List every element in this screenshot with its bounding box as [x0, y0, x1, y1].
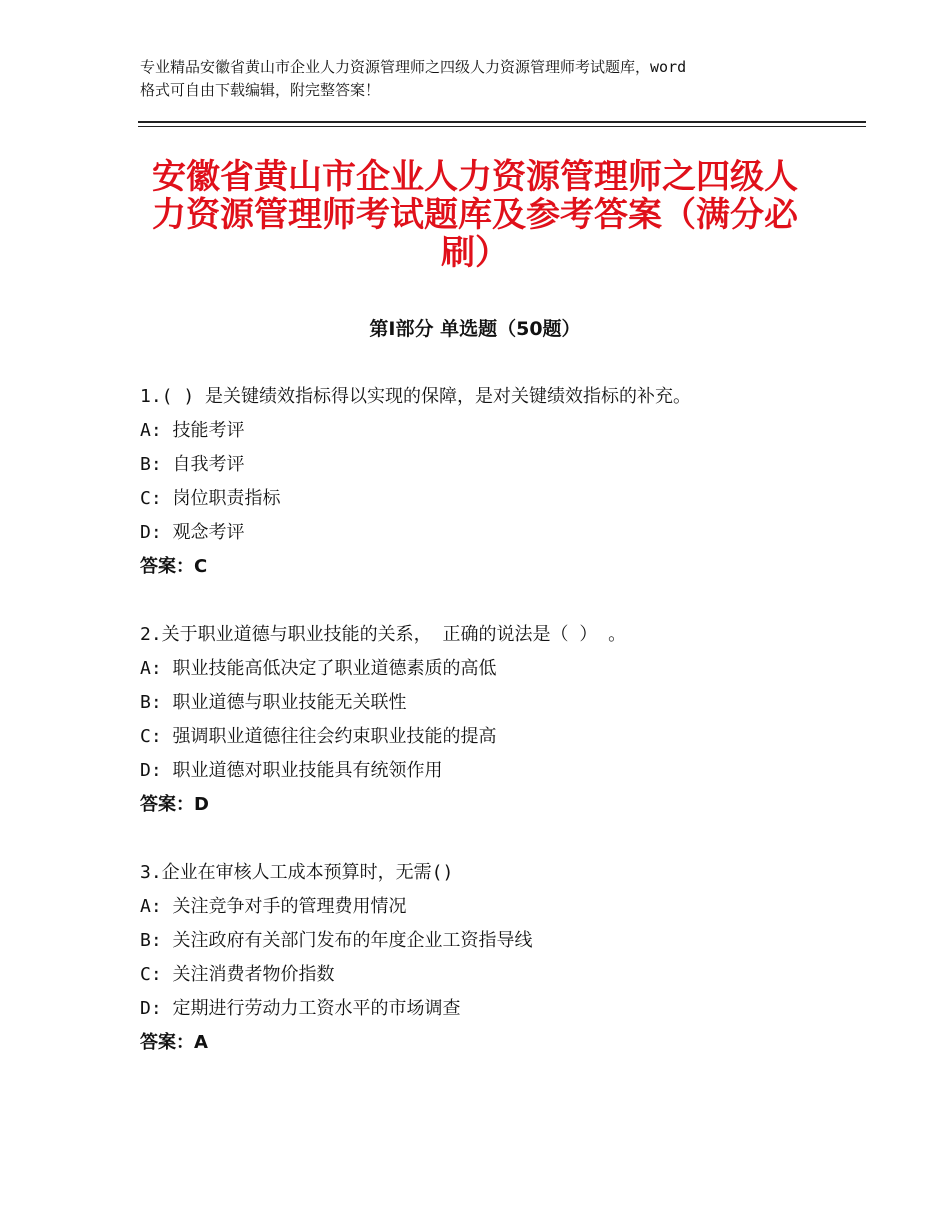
- option-c: C: 岗位职责指标: [140, 488, 281, 509]
- question-stem: 1.( ) 是关键绩效指标得以实现的保障，是对关键绩效指标的补充。: [140, 386, 692, 407]
- title-line-1: 安徽省黄山市企业人力资源管理师之四级人: [152, 157, 798, 197]
- section-title: 第Ⅰ部分 单选题（50题）: [369, 318, 581, 340]
- document-title: [140, 158, 810, 272]
- question-stem: 3.企业在审核人工成本预算时，无需(): [140, 862, 454, 883]
- answer-label: 答案：D: [140, 794, 209, 815]
- answer-label: 答案：A: [140, 1032, 208, 1053]
- title-line-3: 刷）: [441, 233, 509, 273]
- option-a: A: 技能考评: [140, 420, 245, 441]
- title-line-2: 力资源管理师考试题库及参考答案（满分必: [152, 195, 798, 235]
- option-d: D: 观念考评: [140, 522, 245, 543]
- option-d: D: 职业道德对职业技能具有统领作用: [140, 760, 443, 781]
- header-note-line-1: 专业精品安徽省黄山市企业人力资源管理师之四级人力资源管理师考试题库，word: [140, 58, 687, 76]
- option-b: B: 关注政府有关部门发布的年度企业工资指导线: [140, 930, 533, 951]
- header-divider-thin: [138, 126, 866, 127]
- option-b: B: 自我考评: [140, 454, 245, 475]
- option-a: A: 关注竞争对手的管理费用情况: [140, 896, 407, 917]
- option-b: B: 职业道德与职业技能无关联性: [140, 692, 407, 713]
- header-note-line-2: 格式可自由下载编辑，附完整答案！: [140, 81, 381, 99]
- question-2: [140, 623, 840, 827]
- header-note: [140, 56, 830, 102]
- question-1: [140, 385, 840, 589]
- header-divider-thick: [138, 121, 866, 123]
- answer-label: 答案：C: [140, 556, 208, 577]
- option-c: C: 关注消费者物价指数: [140, 964, 335, 985]
- option-a: A: 职业技能高低决定了职业道德素质的高低: [140, 658, 497, 679]
- option-c: C: 强调职业道德往往会约束职业技能的提高: [140, 726, 497, 747]
- question-list: [140, 385, 840, 1099]
- question-stem: 2.关于职业道德与职业技能的关系， 正确的说法是（ ） 。: [140, 624, 627, 645]
- question-3: [140, 861, 840, 1065]
- option-d: D: 定期进行劳动力工资水平的市场调查: [140, 998, 461, 1019]
